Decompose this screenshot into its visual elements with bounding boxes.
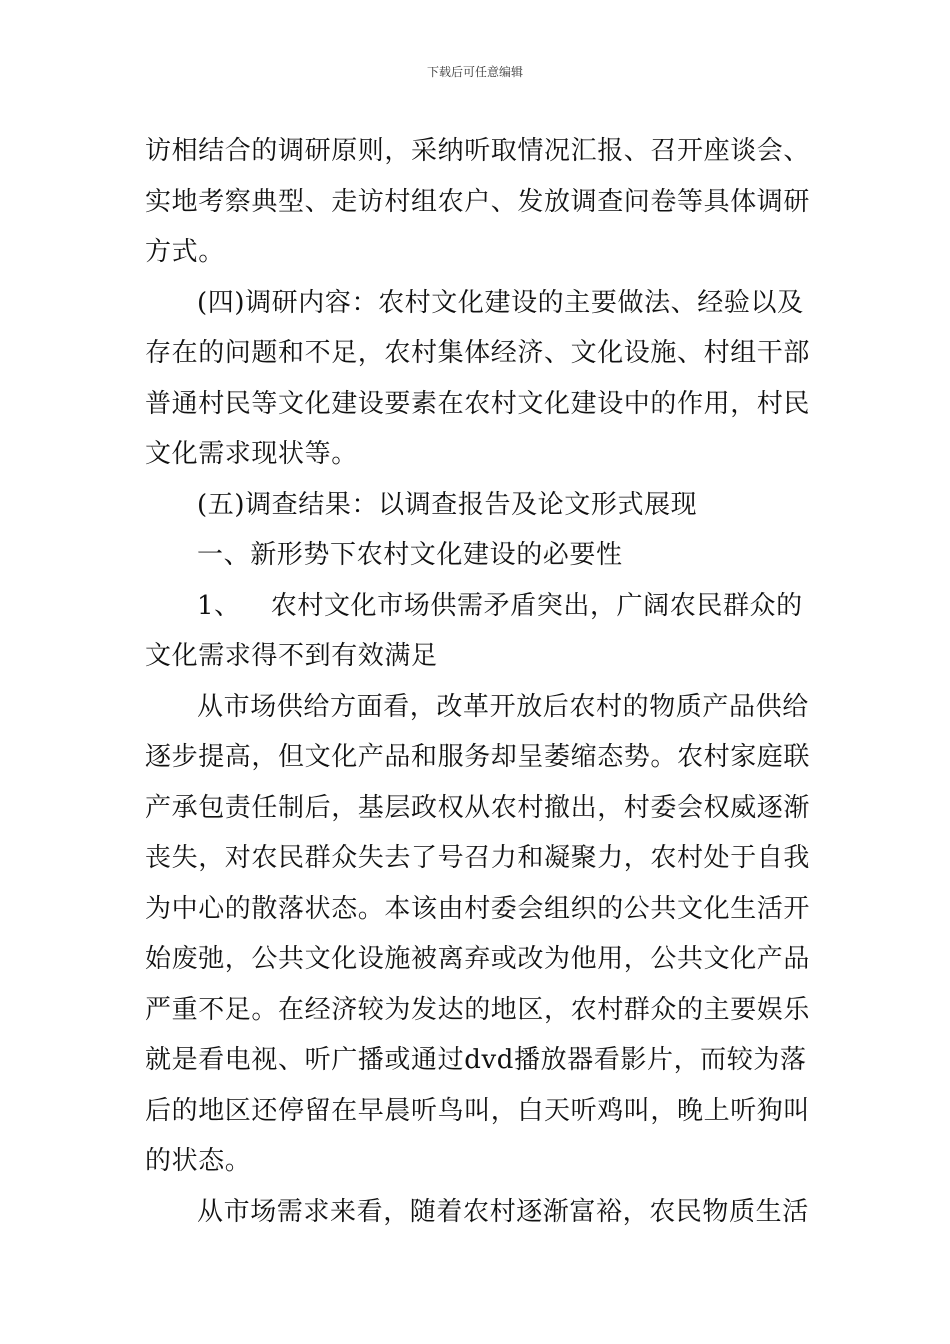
subheading-number: 1、 xyxy=(197,590,241,621)
document-body xyxy=(145,126,813,1237)
paragraph-market-supply: 从市场供给方面看，改革开放后农村的物质产品供给逐步提高，但文化产品和服务却呈萎缩态势。农村家庭联产承包责任制后，基层政权从农村撤出，村委会权威逐渐丧失，对农民群众失去了号召力和凝聚力，农村处于自我为中心的散落状态。本该由村委会组织的公共文化生活开始废弛，公共文化设施被离弃或改为他用，公共文化产品严重不足。在经济较为发达的地区，农村群众的主要娱乐就是看电视、听广播或通过dvd播放器看影片，而较为落后的地区还停留在早晨听鸟叫，白天听鸡叫，晚上听狗叫的状态。 xyxy=(145,691,811,1176)
header-note: 下载后可任意编辑 xyxy=(426,65,523,79)
paragraph-research-result: (五)调查结果：以调查报告及论文形式展现 xyxy=(197,489,698,520)
section-heading: 一、新形势下农村文化建设的必要性 xyxy=(197,540,623,570)
subheading-text: 农村文化市场供需矛盾突出，广阔农民群众的文化需求得不到有效满足 xyxy=(145,590,803,671)
paragraph-research-method: 访相结合的调研原则，采纳听取情况汇报、召开座谈会、实地考察典型、走访村组农户、发放调查问卷等具体调研方式。 xyxy=(145,136,811,267)
paragraph-market-demand: 从市场需求来看，随着农村逐渐富裕，农民物质生活 xyxy=(197,1196,809,1227)
paragraph-research-content: (四)调研内容：农村文化建设的主要做法、经验以及存在的问题和不足，农村集体经济、文化设施、村组干部普通村民等文化建设要素在农村文化建设中的作用，村民文化需求现状等。 xyxy=(145,287,811,469)
numbered-subheading xyxy=(145,581,813,682)
